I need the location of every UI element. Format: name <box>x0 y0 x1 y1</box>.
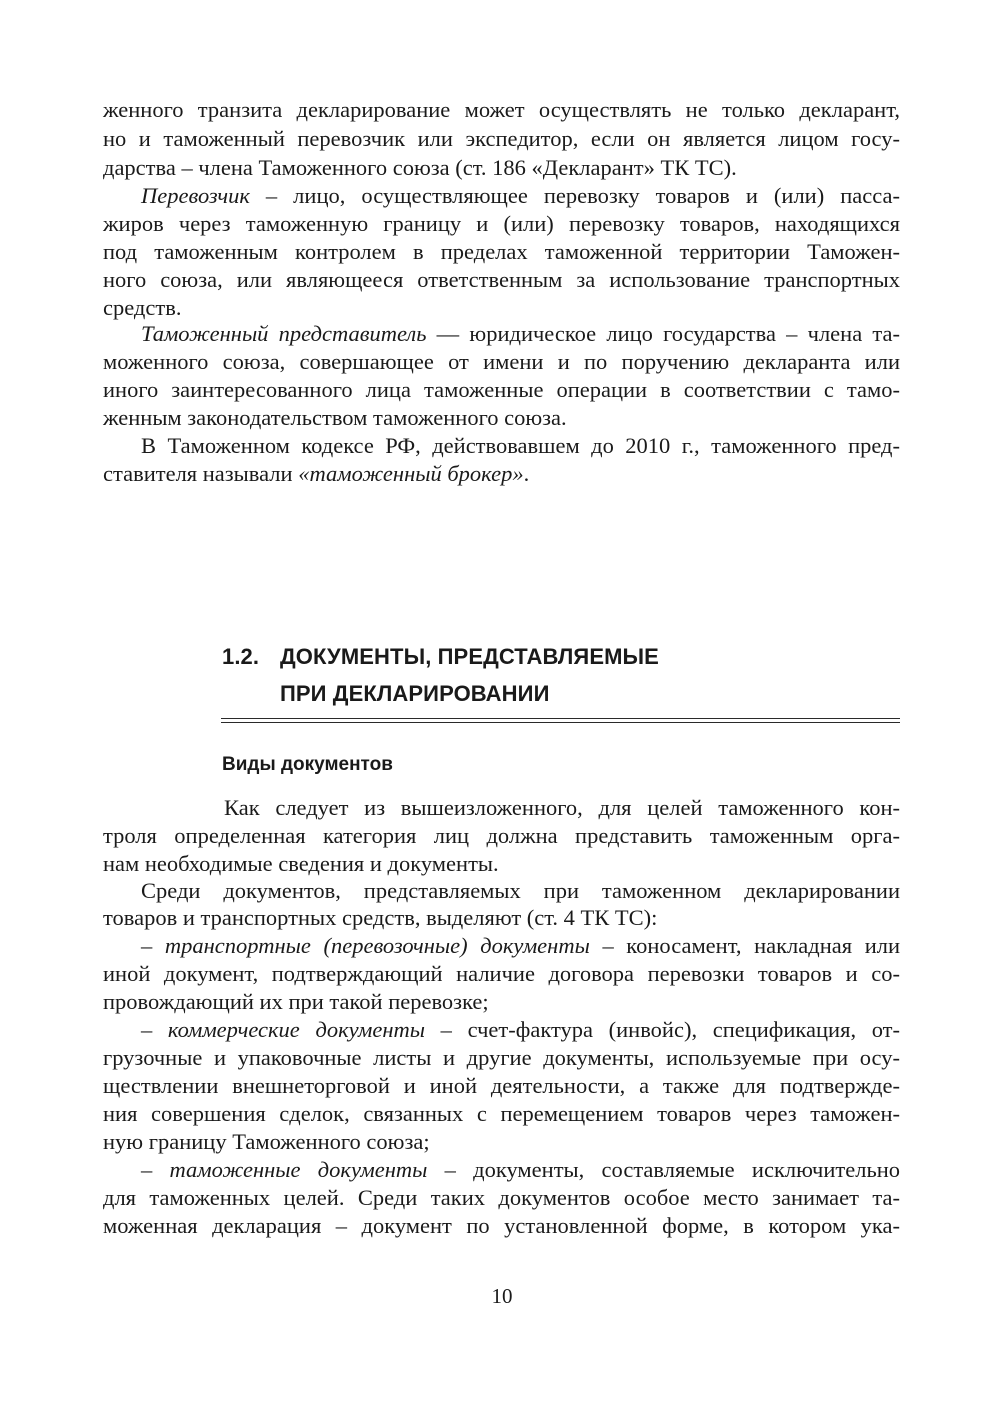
heading-rule-top <box>221 718 900 719</box>
section-heading-line-2 <box>222 680 900 708</box>
section-title-line-1: ДОКУМЕНТЫ, ПРЕДСТАВЛЯЕМЫЕ <box>280 644 659 669</box>
paragraph-2-line-2: жиров через таможенную границу и (или) перевозку товаров, находящихся <box>103 211 900 236</box>
section-heading-line-1 <box>222 643 900 671</box>
term-customs-broker: «таможенный брокер» <box>298 461 524 486</box>
list-item-commercial-line-5: ную границу Таможенного союза; <box>103 1129 430 1154</box>
paragraph-2-line-5: средств. <box>103 295 182 320</box>
page-number: 10 <box>491 1284 513 1308</box>
list-item-customs-line-2: для таможенных целей. Среди таких документов особое место занимает та- <box>103 1185 900 1210</box>
paragraph-3-line-2: моженного союза, совершающее от имени и по поручению декларанта или <box>103 349 900 374</box>
term-transport-documents: транспортные (перевозочные) документы <box>164 933 590 958</box>
list-item-commercial-line-1: – коммерческие документы – счет-фактура (инвойс), спецификация, от- <box>141 1017 900 1042</box>
term-carrier: Перевозчик <box>141 183 250 208</box>
paragraph-1-line-2: но и таможенный перевозчик или экспедитор, если он является лицом госу- <box>103 126 900 151</box>
paragraph-1-line-3: дарства – члена Таможенного союза (ст. 186 «Декларант» ТК ТС). <box>103 155 737 180</box>
paragraph-2-line-4: ного союза, или являющееся ответственным за использование транспортных <box>103 267 900 292</box>
paragraph-6-line-1: Среди документов, представляемых при таможенном декларировании <box>141 878 900 903</box>
paragraph-2-line-1: Перевозчик – лицо, осуществляющее перевозку товаров и (или) пасса- <box>141 183 900 208</box>
term-commercial-documents: коммерческие документы <box>167 1017 426 1042</box>
list-item-transport-line-1: – транспортные (перевозочные) документы – коносамент, накладная или <box>141 933 901 958</box>
heading-rule-bottom <box>221 722 900 723</box>
list-item-commercial-line-3: ществлении внешнеторговой и иной деятельности, а также для подтвержде- <box>103 1073 900 1098</box>
list-item-commercial-line-2: грузочные и упаковочные листы и другие документы, используемые при осу- <box>103 1045 900 1070</box>
paragraph-4-line-2: ставителя называли «таможенный брокер». <box>103 461 530 486</box>
term-customs-representative: Таможенный представитель <box>141 321 427 346</box>
paragraph-2-line-3: под таможенным контролем в пределах таможенной территории Таможен- <box>103 239 900 264</box>
section-number: 1.2. <box>222 644 260 669</box>
paragraph-5-line-1: Как следует из вышеизложенного, для целей таможенного кон- <box>224 795 900 820</box>
paragraph-1-line-1: женного транзита декларирование может осуществлять не только декларант, <box>103 97 900 122</box>
list-item-transport-line-2: иной документ, подтверждающий наличие договора перевозки товаров и со- <box>103 961 900 986</box>
list-item-commercial-line-4: ния совершения сделок, связанных с перемещением товаров через таможен- <box>103 1101 900 1126</box>
paragraph-5-line-2: троля определенная категория лиц должна представить таможенным орга- <box>103 823 900 848</box>
list-item-customs-line-3: моженная декларация – документ по установленной форме, в котором ука- <box>103 1213 900 1238</box>
paragraph-5-line-3: нам необходимые сведения и документы. <box>103 851 499 876</box>
paragraph-6-line-2: товаров и транспортных средств, выделяют (ст. 4 ТК ТС): <box>103 905 658 930</box>
paragraph-3-line-3: иного заинтересованного лица таможенные операции в соответствии с тамо- <box>103 377 900 402</box>
subsection-title: Виды документов <box>222 754 393 775</box>
term-customs-documents: таможенные документы <box>169 1157 428 1182</box>
section-title-line-2: ПРИ ДЕКЛАРИРОВАНИИ <box>280 681 550 706</box>
list-item-transport-line-3: провождающий их при такой перевозке; <box>103 989 489 1014</box>
list-item-customs-line-1: – таможенные документы – документы, составляемые исключительно <box>141 1157 901 1182</box>
paragraph-3-line-4: женным законодательством таможенного союза. <box>103 405 567 430</box>
paragraph-3-line-1: Таможенный представитель — юридическое лицо государства – члена та- <box>141 321 900 346</box>
paragraph-4-line-1: В Таможенном кодексе РФ, действовавшем до 2010 г., таможенного пред- <box>141 433 900 458</box>
